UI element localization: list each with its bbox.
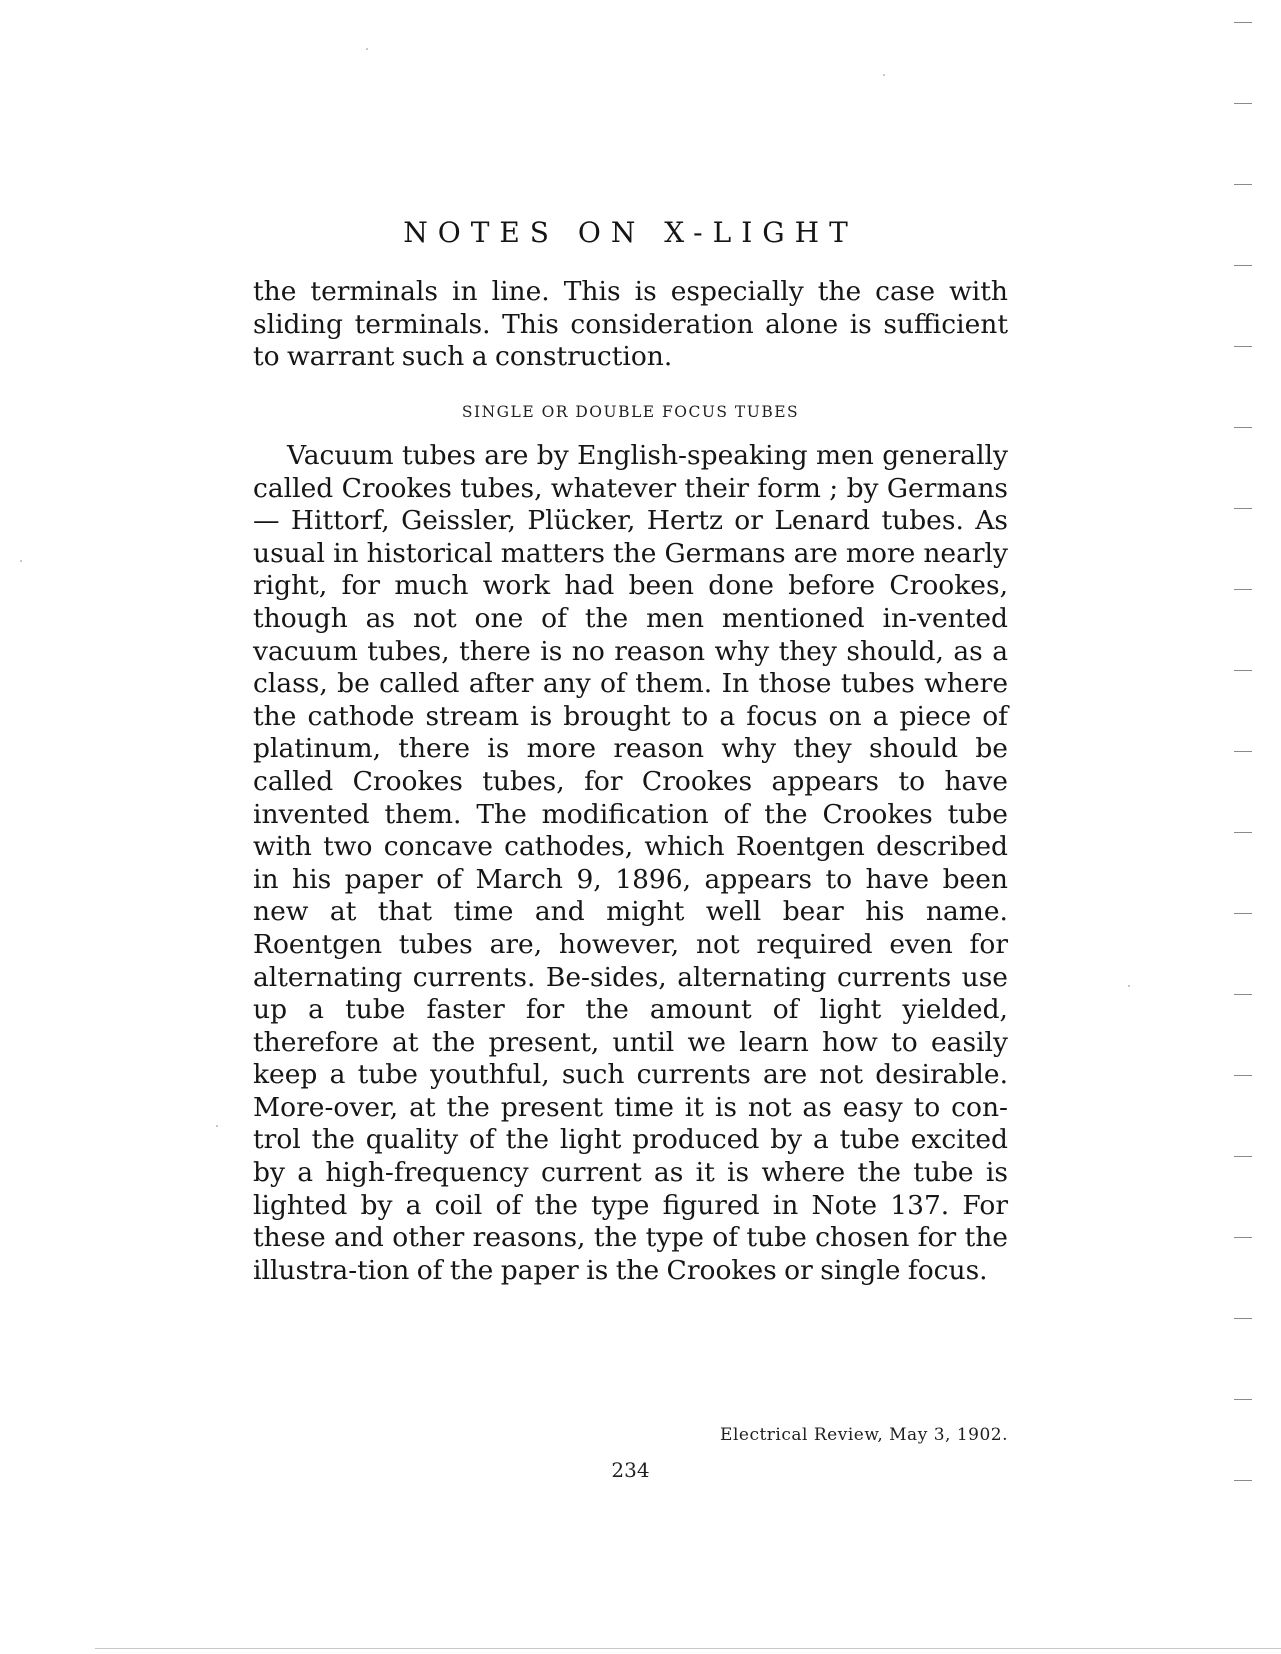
- section-heading: SINGLE OR DOUBLE FOCUS TUBES: [461, 403, 800, 421]
- margin-tick: [1234, 1075, 1252, 1076]
- margin-tick: [1234, 1237, 1252, 1238]
- margin-tick: [1234, 1156, 1252, 1157]
- scan-bottom-edge: [95, 1648, 1281, 1649]
- margin-tick: [1234, 346, 1252, 347]
- continuation-paragraph: the terminals in line. This is especially the case with sliding terminals. This consideration alone is sufficient to warrant such a construction.: [253, 276, 1008, 373]
- margin-tick: [1234, 589, 1252, 590]
- margin-tick: [1234, 832, 1252, 833]
- paper-speck: [1128, 985, 1130, 987]
- margin-tick: [1234, 670, 1252, 671]
- margin-tick: [1234, 1480, 1252, 1481]
- margin-tick-marks: [1234, 0, 1254, 1654]
- page-number: 234: [611, 1458, 650, 1482]
- margin-tick: [1234, 427, 1252, 428]
- margin-tick: [1234, 994, 1252, 995]
- margin-tick: [1234, 265, 1252, 266]
- paper-speck: [883, 74, 885, 76]
- margin-tick: [1234, 1399, 1252, 1400]
- running-head: NOTES ON X-LIGHT: [403, 216, 858, 249]
- margin-tick: [1234, 1318, 1252, 1319]
- margin-tick: [1234, 184, 1252, 185]
- body-paragraph: Vacuum tubes are by English-speaking men generally called Crookes tubes, whatever their form ; by Germans — Hittorf, Geissler, Plücker, Hertz or Lenard tubes. As usual in historical matters the Germans are more nearly right, for much work had been done before Crookes, though as not one of the men mentioned in-vented vacuum tubes, there is no reason why they should, as a class, be called after any of them. In those tubes where the cathode stream is brought to a focus on a piece of platinum, there is more reason why they should be called Crookes tubes, for Crookes appears to have invented them. The modification of the Crookes tube with two concave cathodes, which Roentgen described in his paper of March 9, 1896, appears to have been new at that time and might well bear his name. Roentgen tubes are, however, not required even for alternating currents. Be-sides, alternating currents use up a tube faster for the amount of light yielded, therefore at the present, until we learn how to easily keep a tube youthful, such currents are not desirable. More-over, at the present time it is not as easy to con-trol the quality of the light produced by a tube excited by a high-frequency current as it is where the tube is lighted by a coil of the type figured in Note 137. For these and other reasons, the type of tube chosen for the illustra-tion of the paper is the Crookes or single focus.: [253, 440, 1008, 1286]
- paper-speck: [366, 48, 368, 50]
- margin-tick: [1234, 751, 1252, 752]
- source-citation: Electrical Review, May 3, 1902.: [720, 1425, 1008, 1445]
- margin-tick: [1234, 508, 1252, 509]
- paper-speck: [20, 560, 22, 562]
- margin-tick: [1234, 22, 1252, 23]
- margin-tick: [1234, 913, 1252, 914]
- paper-speck: [216, 1125, 218, 1127]
- margin-tick: [1234, 103, 1252, 104]
